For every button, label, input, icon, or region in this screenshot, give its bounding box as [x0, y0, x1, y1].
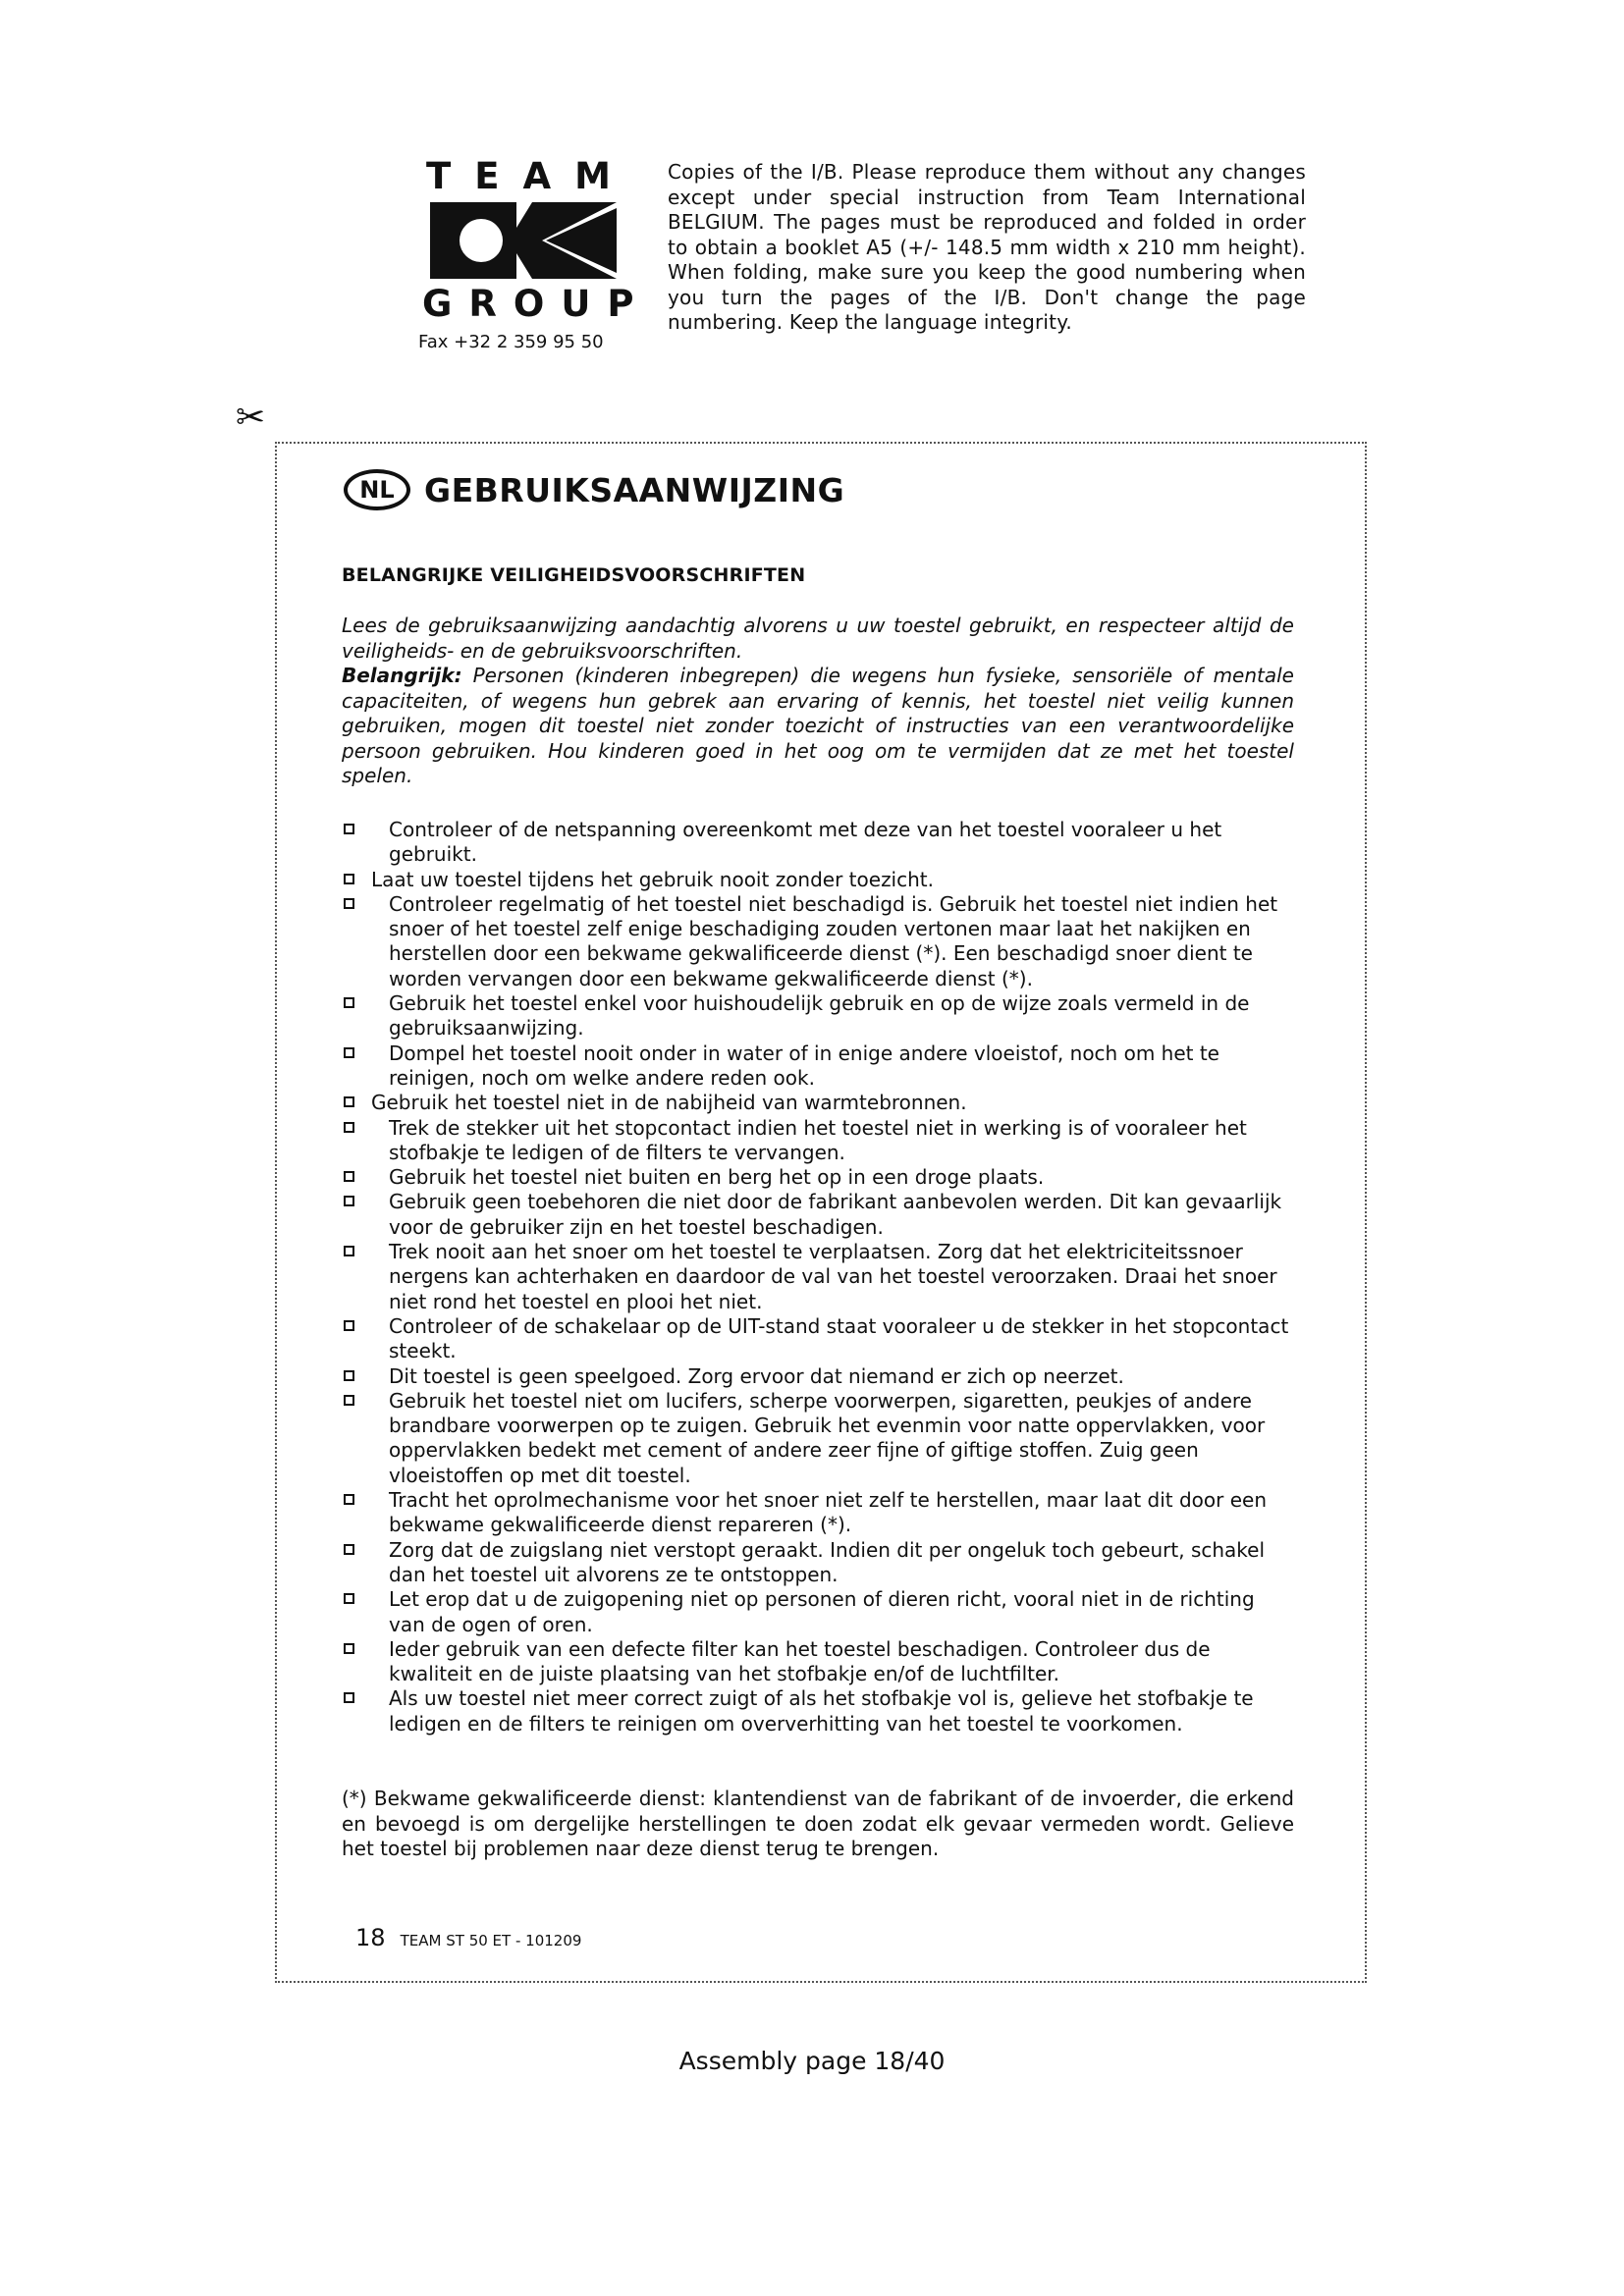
- list-item-text: Tracht het oprolmechanisme voor het snoer niet zelf te herstellen, maar laat dit door een bekwame gekwalificeerde dienst repareren (*).: [389, 1488, 1268, 1537]
- list-item: [342, 1538, 1294, 1588]
- list-item: [342, 1587, 1294, 1637]
- safety-intro: [342, 614, 1294, 789]
- list-item-text: Gebruik het toestel enkel voor huishoudelijk gebruik en op de wijze zoals vermeld in de gebruiksaanwijzing.: [389, 991, 1250, 1041]
- logo-group-text: GROUP: [422, 283, 651, 325]
- list-item-text: Gebruik het toestel niet in de nabijheid van warmtebronnen.: [371, 1091, 967, 1115]
- checkbox-icon: [344, 874, 354, 884]
- list-item: [342, 1091, 1294, 1115]
- list-item-text: Gebruik het toestel niet buiten en berg het op in een droge plaats.: [389, 1165, 1045, 1190]
- checkbox-icon: [344, 824, 354, 834]
- checkbox-icon: [344, 1544, 354, 1555]
- list-item: [342, 868, 1294, 892]
- list-item-text: Controleer of de schakelaar op de UIT-stand staat vooraleer u de stekker in het stopcontact steekt.: [389, 1313, 1289, 1363]
- important-label: Belangrijk:: [342, 664, 462, 687]
- checkbox-icon: [344, 1196, 354, 1206]
- list-item: [342, 1314, 1294, 1364]
- fax-number: Fax +32 2 359 95 50: [418, 332, 604, 352]
- checkbox-icon: [344, 1643, 354, 1654]
- intro-paragraph: Lees de gebruiksaanwijzing aandachtig alvorens u uw toestel gebruikt, en respecteer altijd de veiligheids- en de gebruiksvoorschriften.: [342, 614, 1294, 663]
- list-item-text: Controleer regelmatig of het toestel niet beschadigd is. Gebruik het toestel niet indien het snoer of het toestel zelf enige beschadiging zouden vertonen maar laat het nakijken en herstellen door een bekwame gekwalificeerde dienst (*). Een beschadigd snoer dient te worden vervangen door een bekwame gekwalificeerde dienst (*).: [389, 891, 1278, 990]
- checkbox-icon: [344, 898, 354, 909]
- checkbox-icon: [344, 1692, 354, 1703]
- checkbox-icon: [344, 1096, 354, 1107]
- list-item-text: Gebruik het toestel niet om lucifers, scherpe voorwerpen, sigaretten, peukjes of andere brandbare voorwerpen op te zuigen. Gebruik het evenmin voor natte oppervlakken, voor oppervlakken bedekt met cement of andere zeer fijne of giftige stoffen. Zuig geen vloeistoffen op met dit toestel.: [389, 1388, 1266, 1487]
- list-item-text: Laat uw toestel tijdens het gebruik nooit zonder toezicht.: [371, 867, 934, 891]
- list-item: [342, 1686, 1294, 1736]
- list-item-text: Trek nooit aan het snoer om het toestel te verplaatsen. Zorg dat het elektriciteitssnoer nergens kan achterhaken en daardoor de val van het toestel veroorzaken. Draai het snoer niet rond het toestel en plooi het niet.: [389, 1240, 1277, 1313]
- list-item: [342, 1240, 1294, 1314]
- list-item: [342, 1041, 1294, 1092]
- logo-team-text: TEAM: [426, 155, 634, 197]
- list-item: [342, 1190, 1294, 1240]
- safety-rules-list: [342, 818, 1294, 1736]
- team-logo-mark-icon: [430, 202, 617, 279]
- checkbox-icon: [344, 1395, 354, 1406]
- list-item-text: Ieder gebruik van een defecte filter kan het toestel beschadigen. Controleer dus de kwaliteit en de juiste plaatsing van het stofbakje en/of de luchtfilter.: [389, 1636, 1211, 1686]
- list-item-text: Zorg dat de zuigslang niet verstopt geraakt. Indien dit per ongeluk toch gebeurt, schakel dan het toestel uit alvorens ze te ontstoppen.: [389, 1537, 1266, 1586]
- language-badge: NL: [344, 469, 410, 510]
- checkbox-icon: [344, 1593, 354, 1604]
- checkbox-icon: [344, 1370, 354, 1381]
- checkbox-icon: [344, 1246, 354, 1256]
- list-item: [342, 1165, 1294, 1190]
- page-title: GEBRUIKSAANWIJZING: [424, 470, 845, 509]
- list-item: [342, 991, 1294, 1041]
- scissors-icon: ✂: [236, 398, 266, 438]
- list-item-text: Dompel het toestel nooit onder in water of in enige andere vloeistof, noch om het te reinigen, noch om welke andere reden ook.: [389, 1041, 1219, 1090]
- copy-instructions: Copies of the I/B. Please reproduce them without any changes except under special instruction from Team International BELGIUM. The pages must be reproduced and folded in order to obtain a booklet A5 (+/- 148.5 mm width x 210 mm height). When folding, make sure you keep the good numbering when you turn the pages of the I/B. Don't change the page numbering. Keep the language integrity.: [668, 160, 1306, 334]
- list-item: [342, 1637, 1294, 1687]
- checkbox-icon: [344, 1122, 354, 1133]
- checkbox-icon: [344, 997, 354, 1008]
- list-item: [342, 1488, 1294, 1538]
- list-item: [342, 892, 1294, 991]
- list-item: [342, 818, 1294, 868]
- page-number: 18: [355, 1924, 386, 1951]
- list-item: [342, 1389, 1294, 1488]
- footnote: (*) Bekwame gekwalificeerde dienst: klantendienst van de fabrikant of de invoerder, die erkend en bevoegd is om dergelijke herstellingen te doen zodat elk gevaar vermeden wordt. Gelieve het toestel bij problemen naar deze dienst terug te brengen.: [342, 1787, 1294, 1860]
- checkbox-icon: [344, 1320, 354, 1331]
- list-item: [342, 1116, 1294, 1166]
- list-item: [342, 1364, 1294, 1389]
- title-row: [344, 469, 844, 510]
- important-text: Personen (kinderen inbegrepen) die wegens hun fysieke, sensoriële of mentale capaciteiten, of wegens hun gebrek aan ervaring of kennis, het toestel niet veilig kunnen gebruiken, mogen dit toestel niet zonder toezicht of instructies van een verantwoordelijke persoon gebruiken. Hou kinderen goed in het oog om te vermijden dat ze met het toestel spelen.: [342, 664, 1294, 787]
- checkbox-icon: [344, 1047, 354, 1058]
- checkbox-icon: [344, 1171, 354, 1182]
- assembly-page-label: Assembly page 18/40: [678, 2047, 946, 2075]
- important-paragraph: [342, 664, 1294, 789]
- team-group-logo: [412, 155, 651, 352]
- list-item-text: Let erop dat u de zuigopening niet op personen of dieren richt, vooral niet in de richting van de ogen of oren.: [389, 1587, 1255, 1636]
- model-code: TEAM ST 50 ET - 101209: [400, 1932, 582, 1949]
- list-item-text: Als uw toestel niet meer correct zuigt of als het stofbakje vol is, gelieve het stofbakje te ledigen en de filters te reinigen om oververhitting van het toestel te voorkomen.: [389, 1686, 1254, 1735]
- list-item-text: Trek de stekker uit het stopcontact indien het toestel niet in werking is of vooraleer het stofbakje te ledigen of de filters te vervangen.: [389, 1115, 1247, 1164]
- list-item-text: Gebruik geen toebehoren die niet door de fabrikant aanbevolen werden. Dit kan gevaarlijk voor de gebruiker zijn en het toestel beschadigen.: [389, 1190, 1282, 1239]
- page-footer: [355, 1924, 581, 1951]
- list-item-text: Dit toestel is geen speelgoed. Zorg ervoor dat niemand er zich op neerzet.: [389, 1363, 1124, 1388]
- checkbox-icon: [344, 1494, 354, 1505]
- section-title: BELANGRIJKE VEILIGHEIDSVOORSCHRIFTEN: [342, 564, 806, 586]
- list-item-text: Controleer of de netspanning overeenkomt met deze van het toestel vooraleer u het gebruikt.: [389, 818, 1222, 867]
